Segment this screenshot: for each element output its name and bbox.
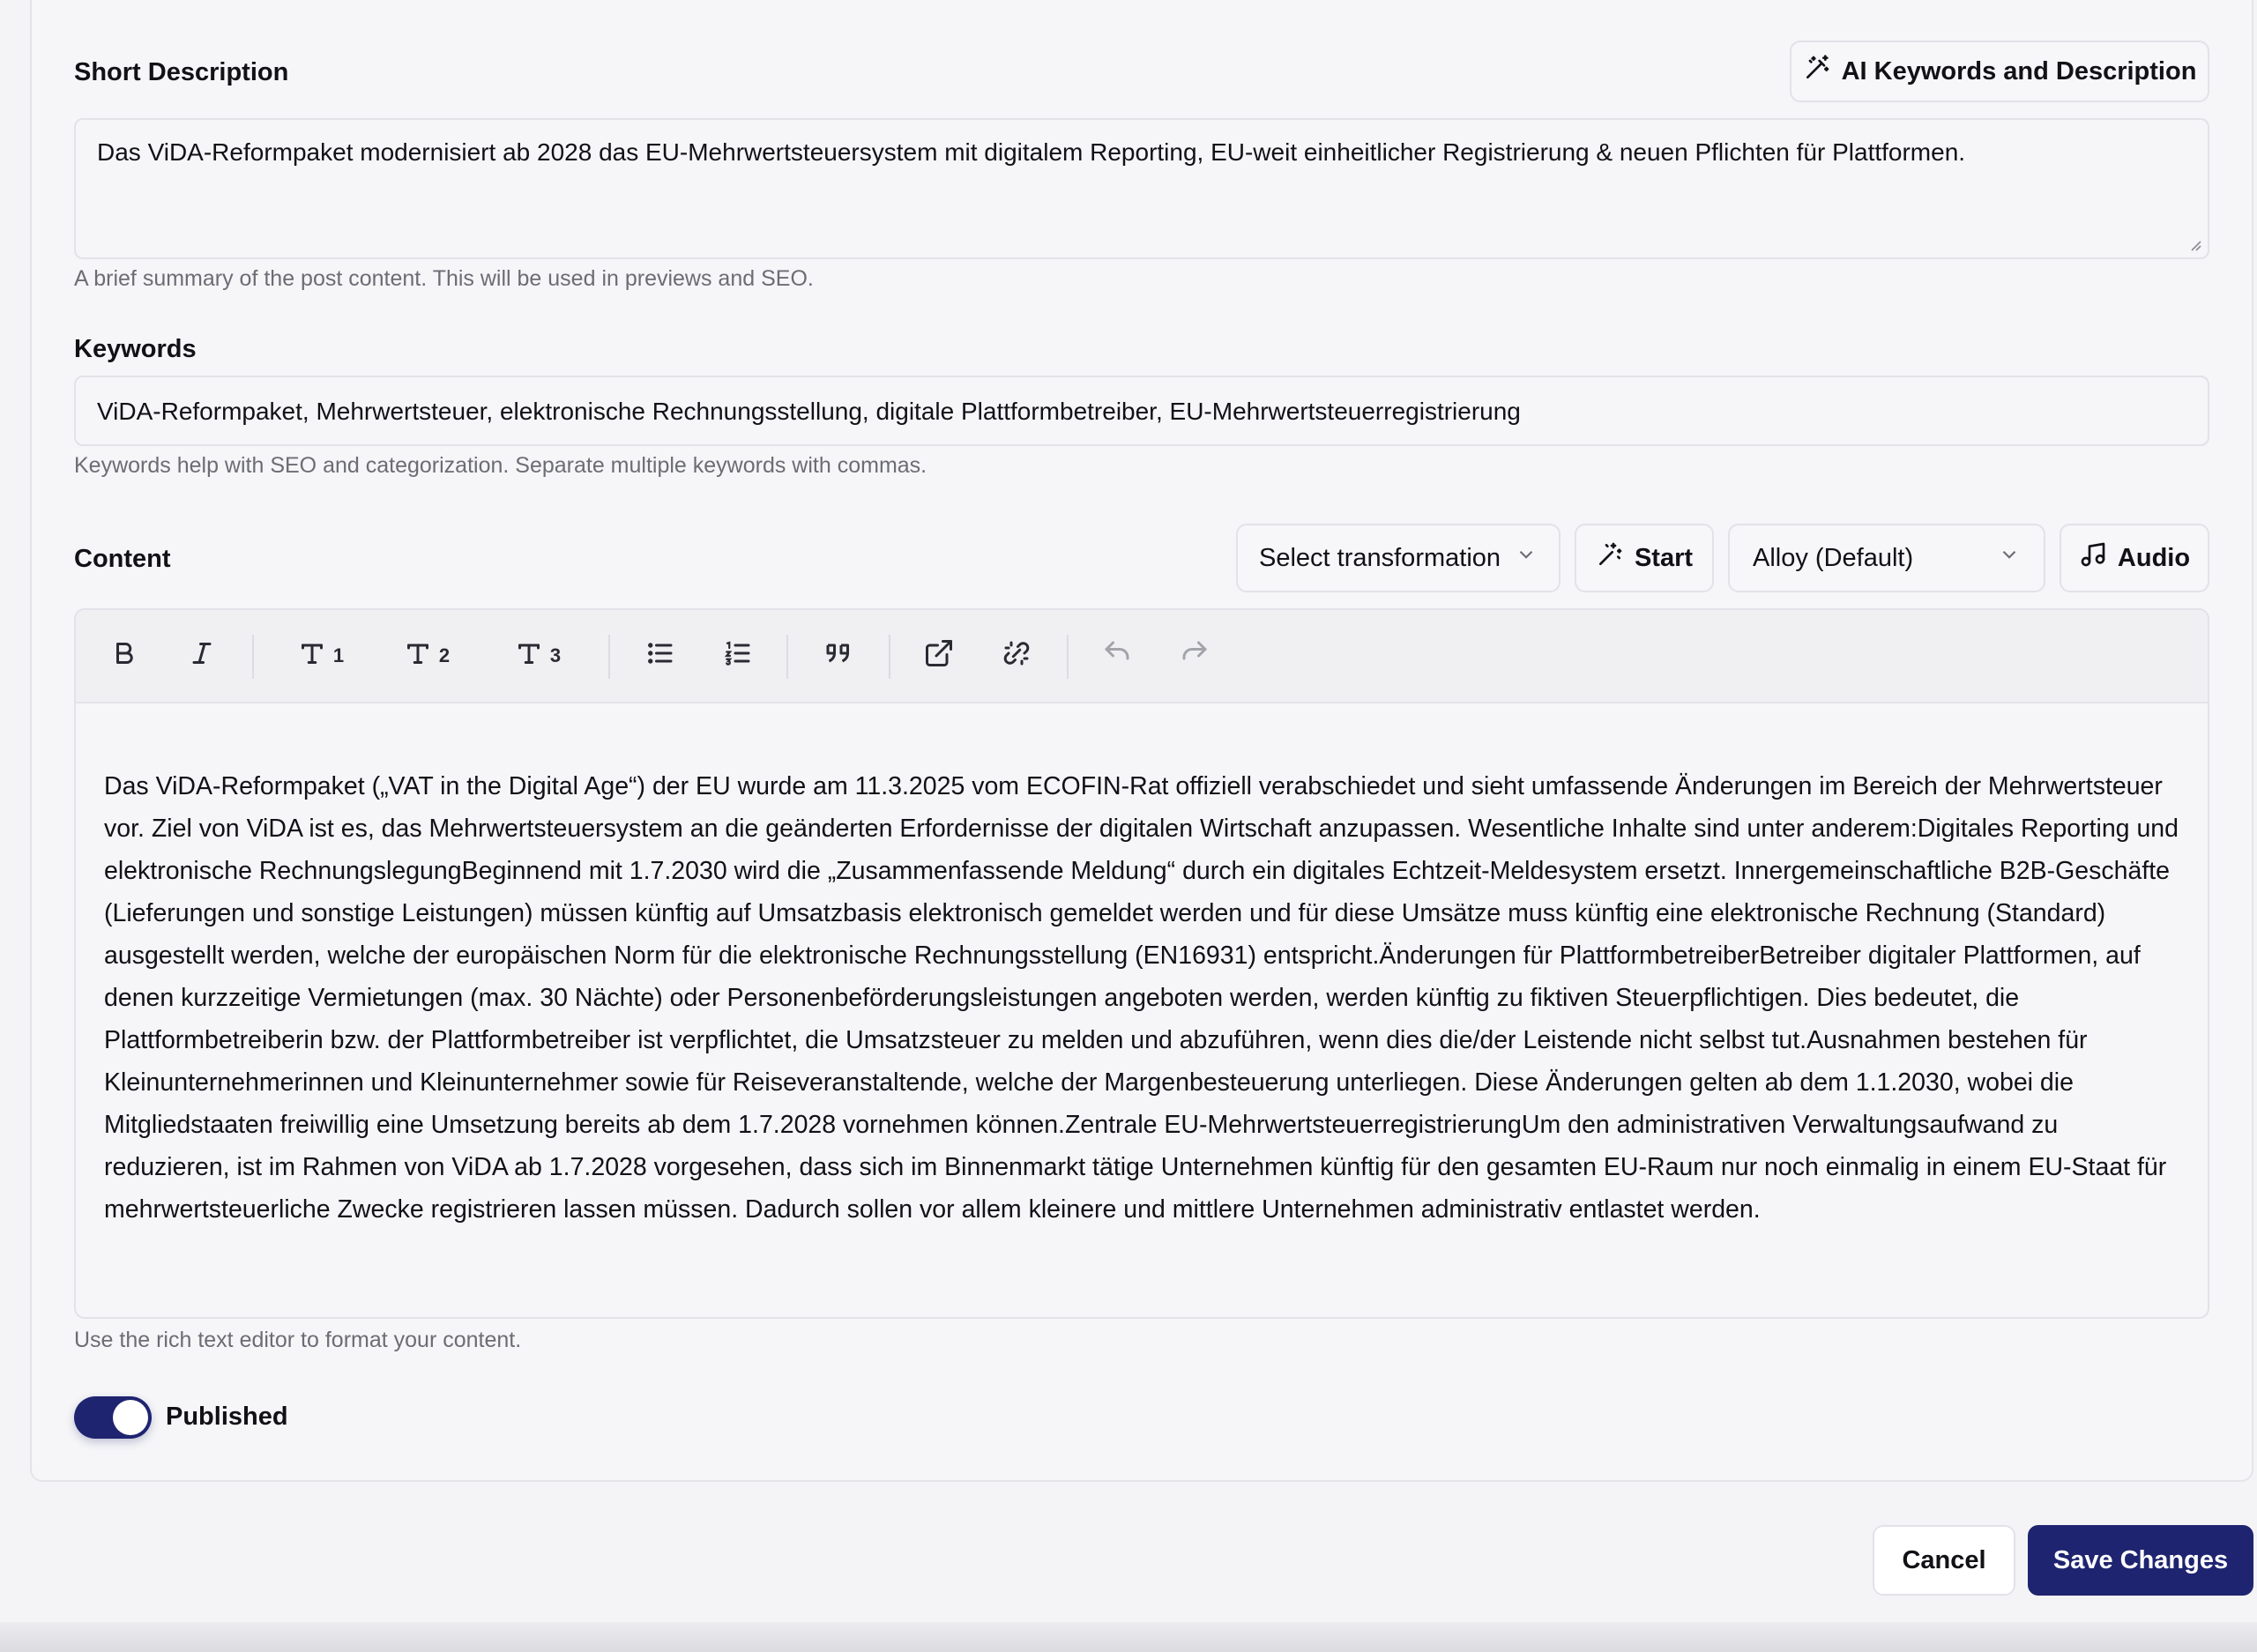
heading-icon bbox=[402, 637, 434, 674]
transformation-select-value: Select transformation bbox=[1259, 543, 1501, 572]
editor-toolbar bbox=[76, 610, 2208, 703]
voice-select-value: Alloy (Default) bbox=[1753, 543, 1914, 572]
undo-button[interactable] bbox=[1091, 630, 1143, 681]
wand-sparkle-icon bbox=[1596, 540, 1624, 576]
voice-select[interactable] bbox=[1728, 524, 2045, 592]
italic-icon bbox=[186, 637, 218, 674]
heading-1-button[interactable] bbox=[280, 630, 360, 681]
heading-3-number: 3 bbox=[549, 644, 562, 666]
toolbar-divider bbox=[1067, 635, 1069, 679]
italic-button[interactable] bbox=[176, 630, 227, 681]
ai-keywords-description-label: AI Keywords and Description bbox=[1841, 56, 2197, 86]
rich-text-editor bbox=[74, 608, 2209, 1319]
remove-link-button[interactable] bbox=[991, 630, 1042, 681]
audio-button[interactable] bbox=[2060, 524, 2209, 592]
bottom-edge bbox=[0, 1622, 2257, 1652]
toolbar-divider bbox=[786, 635, 788, 679]
chevron-down-icon bbox=[1515, 543, 1538, 573]
heading-3-button[interactable] bbox=[497, 630, 577, 681]
keywords-label: Keywords bbox=[74, 335, 197, 363]
short-description-label: Short Description bbox=[74, 58, 289, 86]
bold-icon bbox=[108, 637, 140, 674]
heading-2-button[interactable] bbox=[386, 630, 466, 681]
editor-content[interactable]: Das ViDA-Reformpaket („VAT in the Digital Age“) der EU wurde am 11.3.2025 vom ECOFIN-Rat offiziell verabschiedet und sieht umfassende Änderungen im Bereich der Mehrwertsteuer vor. Ziel von ViDA ist es, das Mehrwertsteuersystem an die geänderten Erfordernisse der digitalen Wirtschaft anzupassen. Wesentliche Inhalte sind unter anderem:Digitales Reporting und elektronische RechnungslegungBeginnend mit 1.7.2030 wird die „Zusammenfassende Meldung“ durch ein digitales Echtzeit-Meldesystem ersetzt. Innergemeinschaftliche B2B-Geschäfte (Lieferungen und sonstige Leistungen) müssen künftig auf Umsatzbasis elektronisch gemeldet werden und für diese Umsätze muss künftig eine elektronische Rechnung (Standard) ausgestellt werden, welche der europäischen Norm für die elektronische Rechnungsstellung (EN16931) entspricht.Änderungen für PlattformbetreiberBetreiber digitaler Plattformen, auf denen kurzzeitige Vermietungen (max. 30 Nächte) oder Personenbeförderungsleistungen angeboten werden, werden künftig zu fiktiven Steuerpflichtigen. Dies bedeutet, die Plattformbetreiberin bzw. der Plattformbetreiber ist verpflichtet, die Umsatzsteuer zu melden und abzuführen, wenn dies die/der Leistende nicht selbst tut.Ausnahmen bestehen für Kleinunternehmerinnen und Kleinunternehmer sowie für Reiseveranstaltende, welche der Margenbesteuerung unterliegen. Diese Änderungen gelten ab dem 1.1.2030, wobei die Mitgliedstaaten freiwillig eine Umsetzung bereits ab dem 1.7.2028 vornehmen können.Zentrale EU-MehrwertsteuerregistrierungUm den administrativen Verwaltungsaufwand zu reduzieren, ist im Rahmen von ViDA ab 1.7.2028 vorgesehen, dass sich im Binnenmarkt tätige Unternehmen künftig für den gesamten EU-Raum nur noch einmalig in einem EU-Staat für mehrwertsteuerliche Zwecke registrieren lassen müssen. Dadurch sollen vor allem kleinere und mittlere Unternehmen administrativ entlastet werden. bbox=[104, 772, 2179, 1224]
ordered-list-icon bbox=[722, 637, 754, 674]
toolbar-divider bbox=[889, 635, 890, 679]
bold-button[interactable] bbox=[99, 630, 150, 681]
cancel-label: Cancel bbox=[1902, 1545, 1986, 1574]
start-label: Start bbox=[1634, 543, 1694, 572]
magic-wand-icon bbox=[1803, 54, 1831, 89]
cancel-button[interactable] bbox=[1873, 1525, 2015, 1596]
audio-label: Audio bbox=[2117, 543, 2191, 572]
keywords-help: Keywords help with SEO and categorization. Separate multiple keywords with commas. bbox=[74, 453, 927, 478]
published-toggle[interactable] bbox=[74, 1396, 152, 1439]
heading-1-number: 1 bbox=[332, 644, 345, 666]
redo-button[interactable] bbox=[1169, 630, 1220, 681]
undo-icon bbox=[1101, 637, 1133, 674]
keywords-input[interactable] bbox=[74, 376, 2209, 446]
unlink-icon bbox=[1001, 637, 1032, 674]
quote-icon bbox=[823, 637, 854, 674]
toolbar-divider bbox=[608, 635, 610, 679]
redo-icon bbox=[1179, 637, 1210, 674]
published-label: Published bbox=[166, 1403, 288, 1431]
bullet-list-icon bbox=[644, 637, 676, 674]
start-button[interactable] bbox=[1575, 524, 1714, 592]
toolbar-divider bbox=[252, 635, 254, 679]
heading-icon bbox=[296, 637, 328, 674]
keywords-value: ViDA-Reformpaket, Mehrwertsteuer, elektronische Rechnungsstellung, digitale Plattformbetreiber, EU-Mehrwertsteuerregistrierung bbox=[97, 398, 1521, 425]
music-note-icon bbox=[2079, 540, 2107, 576]
ai-keywords-description-button[interactable] bbox=[1790, 41, 2209, 102]
blockquote-button[interactable] bbox=[813, 630, 864, 681]
bullet-list-button[interactable] bbox=[635, 630, 686, 681]
toggle-knob bbox=[113, 1400, 148, 1435]
external-link-icon bbox=[923, 637, 955, 674]
content-label: Content bbox=[74, 545, 171, 573]
save-changes-button[interactable] bbox=[2028, 1525, 2253, 1596]
chevron-down-icon bbox=[1998, 543, 2021, 573]
short-description-help: A brief summary of the post content. This will be used in previews and SEO. bbox=[74, 266, 814, 291]
content-help: Use the rich text editor to format your content. bbox=[74, 1328, 522, 1352]
insert-link-button[interactable] bbox=[913, 630, 965, 681]
transformation-select[interactable] bbox=[1236, 524, 1561, 592]
save-changes-label: Save Changes bbox=[2052, 1545, 2229, 1574]
heading-icon bbox=[513, 637, 545, 674]
short-description-value: Das ViDA-Reformpaket modernisiert ab 2028 das EU-Mehrwertsteuersystem mit digitalem Reporting, EU-weit einheitlicher Registrierung & neuen Pflichten für Plattformen. bbox=[97, 138, 1966, 166]
short-description-textarea[interactable] bbox=[74, 118, 2209, 259]
heading-2-number: 2 bbox=[438, 644, 451, 666]
ordered-list-button[interactable] bbox=[712, 630, 764, 681]
resize-handle-icon[interactable] bbox=[2186, 236, 2202, 252]
